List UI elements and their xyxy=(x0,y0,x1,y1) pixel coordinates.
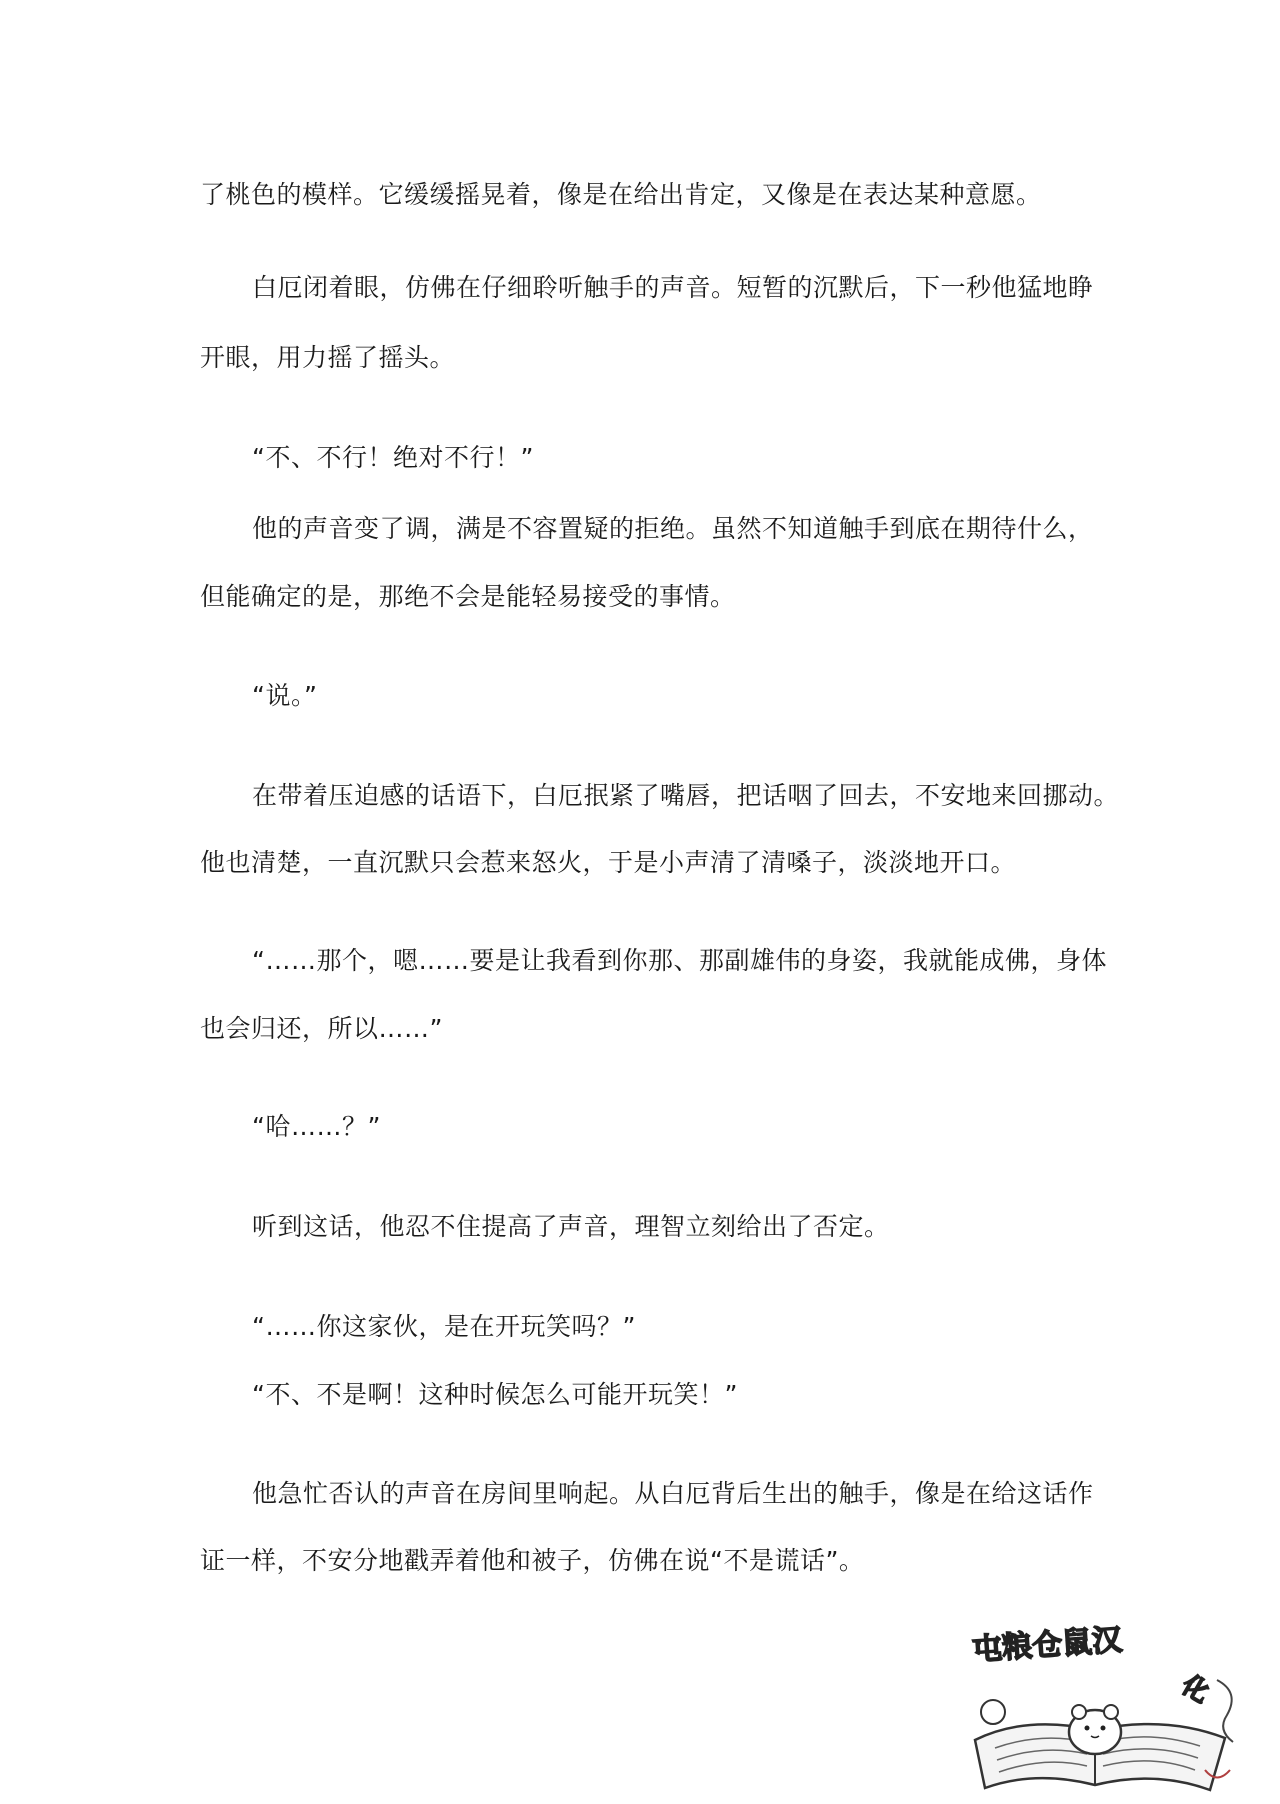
text-line: 他急忙否认的声音在房间里响起。从白厄背后生出的触手，像是在给这话作 xyxy=(252,1479,1094,1508)
text-line: 也会归还，所以……” xyxy=(200,1014,443,1043)
text-line: 但能确定的是，那绝不会是能轻易接受的事情。 xyxy=(200,582,736,611)
svg-text:化: 化 xyxy=(1176,1670,1215,1710)
text-line: 他的声音变了调，满是不容置疑的拒绝。虽然不知道触手到底在期待什么， xyxy=(252,514,1094,543)
text-line: “不、不是啊！这种时候怎么可能开玩笑！” xyxy=(252,1380,738,1409)
text-line: “哈……？” xyxy=(252,1112,381,1141)
text-line: “……你这家伙，是在开玩笑吗？” xyxy=(252,1312,636,1341)
text-line: 他也清楚，一直沉默只会惹来怒火，于是小声清了清嗓子，淡淡地开口。 xyxy=(200,848,1017,877)
text-line: “说。” xyxy=(252,681,318,710)
text-line: 听到这话，他忍不住提高了声音，理智立刻给出了否定。 xyxy=(252,1212,890,1241)
text-line: 在带着压迫感的话语下，白厄抿紧了嘴唇，把话咽了回去，不安地来回挪动。 xyxy=(252,781,1120,810)
text-line: 证一样，不安分地戳弄着他和被子，仿佛在说“不是谎话”。 xyxy=(200,1546,865,1575)
text-line: “不、不行！绝对不行！” xyxy=(252,443,534,472)
watermark-logo xyxy=(955,1620,1245,1804)
text-line: 白厄闭着眼，仿佛在仔细聆听触手的声音。短暂的沉默后，下一秒他猛地睁 xyxy=(252,273,1094,302)
text-line: 了桃色的模样。它缓缓摇晃着，像是在给出肯定，又像是在表达某种意愿。 xyxy=(200,180,1042,209)
svg-text:屯粮仓鼠汉: 屯粮仓鼠汉 xyxy=(971,1622,1124,1668)
text-line: “……那个，嗯……要是让我看到你那、那副雄伟的身姿，我就能成佛，身体 xyxy=(252,946,1107,975)
text-line: 开眼，用力摇了摇头。 xyxy=(200,343,456,372)
